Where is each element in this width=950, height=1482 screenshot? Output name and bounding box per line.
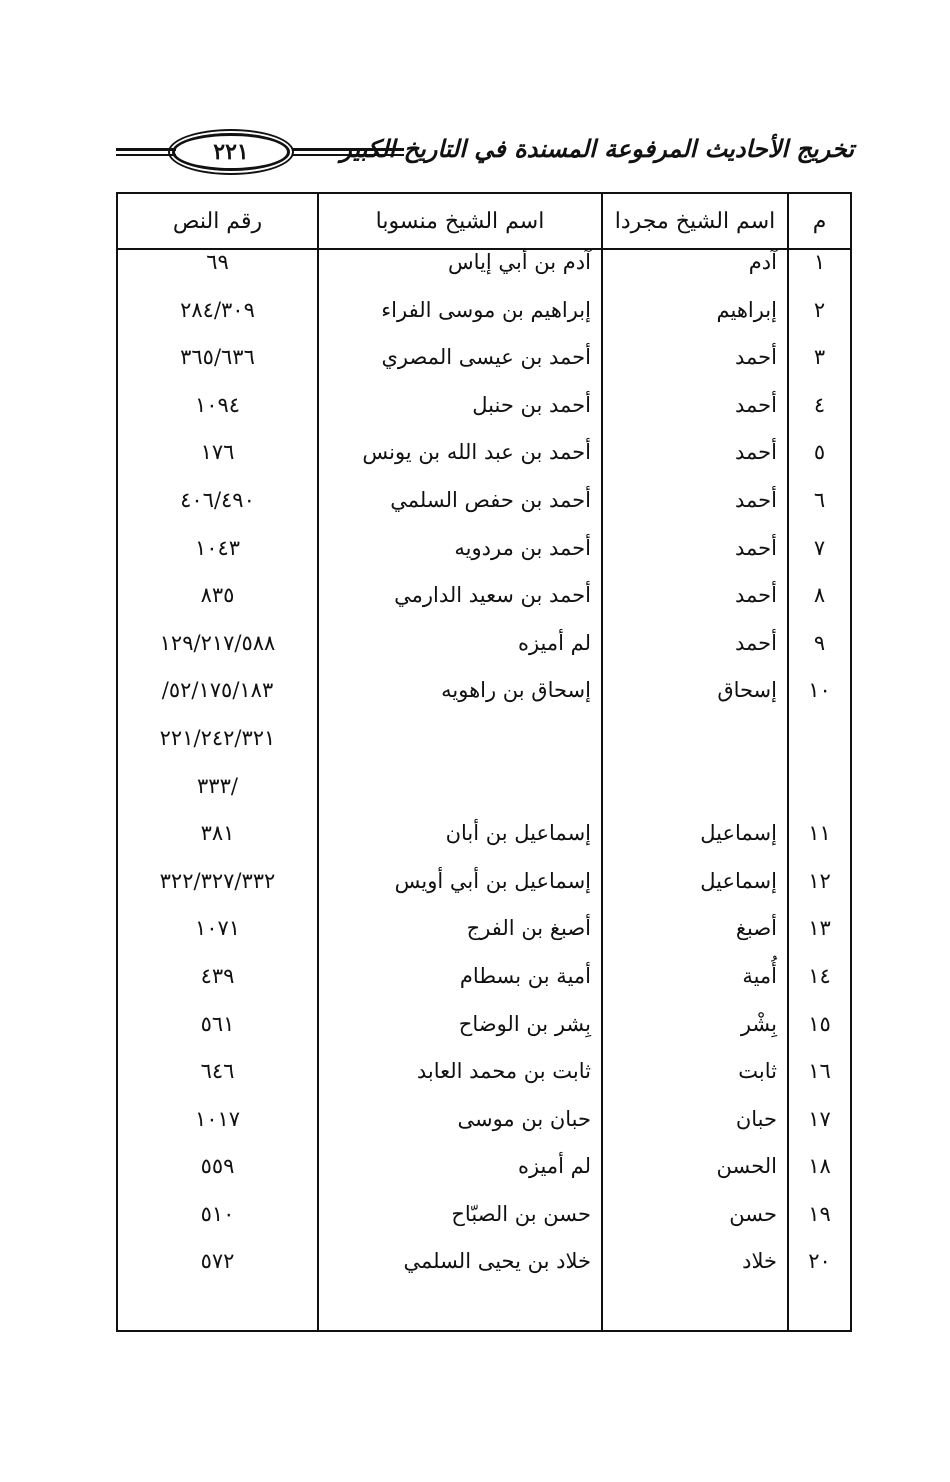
full-name: إبراهيم بن موسى الفراء [318, 298, 602, 346]
full-name: أمية بن بسطام [318, 964, 602, 1012]
bare-name: أحمد [602, 536, 788, 584]
table-row [118, 488, 850, 536]
text-numbers: ٥١٠ [200, 1201, 235, 1226]
table-row [118, 1154, 850, 1202]
page-number-badge [172, 133, 290, 171]
full-name: إسحاق بن راهويه [318, 678, 602, 726]
text-numbers: ٤٠٦/٤٩٠ [180, 487, 255, 512]
text-numbers: ١٠٤٣ [194, 535, 241, 560]
table-row [118, 678, 850, 726]
bare-name: إسحاق [602, 678, 788, 726]
table-row [118, 631, 850, 679]
table-row [118, 1012, 850, 1060]
text-numbers: ٦٤٦ [200, 1059, 235, 1084]
full-name: أحمد بن عيسى المصري [318, 345, 602, 393]
bare-name: أحمد [602, 488, 788, 536]
bare-name: إبراهيم [602, 298, 788, 346]
text-numbers: ١٧٦ [200, 440, 235, 465]
col-header-bare-name: اسم الشيخ مجردا [602, 194, 788, 249]
bare-name: أحمد [602, 393, 788, 441]
row-number: ٢ [788, 298, 850, 346]
row-number: ٦ [788, 488, 850, 536]
bare-name: أحمد [602, 345, 788, 393]
header-rule-right [288, 148, 404, 156]
text-numbers: ١٢٩/٢١٧/٥٨٨ [159, 630, 276, 655]
bare-name: أحمد [602, 440, 788, 488]
text-numbers: ٣٨١ [200, 821, 235, 846]
table-header-row [118, 194, 850, 249]
full-name: إسماعيل بن أبي أويس [318, 869, 602, 917]
row-number: ٧ [788, 536, 850, 584]
full-name: آدم بن أبي إياس [318, 249, 602, 298]
text-numbers: ٥٦١ [200, 1011, 235, 1036]
header-rule-left [116, 148, 176, 156]
col-header-full-name: اسم الشيخ منسوبا [318, 194, 602, 249]
text-numbers: ٢٨٤/٣٠٩ [180, 297, 255, 322]
text-numbers: ١٠١٧ [194, 1106, 241, 1131]
bare-name: أصبغ [602, 916, 788, 964]
text-numbers: ٦٩ [206, 250, 229, 274]
row-number: ١٢ [788, 869, 850, 917]
text-numbers: ٨٣٥ [200, 583, 235, 608]
row-number: ١٣ [788, 916, 850, 964]
table-row [118, 583, 850, 631]
row-number [788, 726, 850, 774]
full-name: خلاد بن يحيى السلمي [318, 1249, 602, 1297]
full-name: إسماعيل بن أبان [318, 821, 602, 869]
text-numbers: ١٠٧١ [194, 916, 241, 941]
full-name [318, 774, 602, 822]
full-name: حبان بن موسى [318, 1107, 602, 1155]
sheikh-index-table [116, 192, 852, 1332]
text-numbers: ٣٦٥/٦٣٦ [180, 345, 255, 370]
row-number: ٩ [788, 631, 850, 679]
row-number: ١٩ [788, 1202, 850, 1250]
page-number: ٢٢١ [213, 139, 249, 165]
table-row [118, 869, 850, 917]
full-name: لم أميزه [318, 1154, 602, 1202]
text-numbers: ٥٧٢ [200, 1249, 235, 1274]
full-name: أحمد بن حنبل [318, 393, 602, 441]
bare-name: حبان [602, 1107, 788, 1155]
table-row [118, 774, 850, 822]
text-numbers: ١٠٩٤ [194, 392, 241, 417]
text-numbers: ٢٢١/٢٤٢/٣٢١ [159, 725, 276, 750]
bare-name [602, 774, 788, 822]
table-row [118, 298, 850, 346]
full-name: لم أميزه [318, 631, 602, 679]
bare-name: ثابت [602, 1059, 788, 1107]
full-name: أحمد بن مردويه [318, 536, 602, 584]
table-spacer-row [118, 1297, 850, 1330]
bare-name: الحسن [602, 1154, 788, 1202]
bare-name [602, 726, 788, 774]
bare-name: أحمد [602, 583, 788, 631]
bare-name: إسماعيل [602, 869, 788, 917]
table-row [118, 440, 850, 488]
table-row [118, 1202, 850, 1250]
full-name: أحمد بن عبد الله بن يونس [318, 440, 602, 488]
table-row [118, 726, 850, 774]
table-row [118, 964, 850, 1012]
text-numbers: ٤٣٩ [200, 963, 235, 988]
row-number: ١٦ [788, 1059, 850, 1107]
bare-name: خلاد [602, 1249, 788, 1297]
table-row [118, 1249, 850, 1297]
table-row [118, 821, 850, 869]
bare-name: بِشْر [602, 1012, 788, 1060]
running-header [112, 128, 854, 184]
bare-name: أحمد [602, 631, 788, 679]
row-number: ٤ [788, 393, 850, 441]
full-name: أحمد بن حفص السلمي [318, 488, 602, 536]
full-name: أحمد بن سعيد الدارمي [318, 583, 602, 631]
table-row [118, 536, 850, 584]
bare-name: إسماعيل [602, 821, 788, 869]
text-numbers: ٥٢/١٧٥/١٨٣/ [161, 678, 274, 703]
running-title: تخريج الأحاديث المرفوعة المسندة في التاريخ الكبير [340, 134, 854, 163]
row-number: ١٨ [788, 1154, 850, 1202]
row-number: ١٠ [788, 678, 850, 726]
row-number: ٢٠ [788, 1249, 850, 1297]
col-header-text-number: رقم النص [118, 194, 318, 249]
text-numbers: ٥٥٩ [200, 1154, 235, 1179]
index-table [118, 194, 850, 1330]
row-number: ١٤ [788, 964, 850, 1012]
row-number: ١٥ [788, 1012, 850, 1060]
full-name: ثابت بن محمد العابد [318, 1059, 602, 1107]
row-number: ٥ [788, 440, 850, 488]
full-name: أصبغ بن الفرج [318, 916, 602, 964]
row-number: ١ [788, 249, 850, 298]
row-number: ١٧ [788, 1107, 850, 1155]
full-name: بِشر بن الوضاح [318, 1012, 602, 1060]
full-name [318, 726, 602, 774]
table-row [118, 393, 850, 441]
text-numbers: ٣٢٢/٣٢٧/٣٣٢ [159, 868, 276, 893]
col-header-number: م [788, 194, 850, 249]
table-row [118, 249, 850, 298]
table-row [118, 1107, 850, 1155]
bare-name: أُمية [602, 964, 788, 1012]
text-numbers: /٣٣٣ [197, 773, 238, 798]
row-number [788, 774, 850, 822]
table-row [118, 916, 850, 964]
table-row [118, 345, 850, 393]
row-number: ٨ [788, 583, 850, 631]
row-number: ٣ [788, 345, 850, 393]
bare-name: حسن [602, 1202, 788, 1250]
full-name: حسن بن الصبّاح [318, 1202, 602, 1250]
row-number: ١١ [788, 821, 850, 869]
bare-name: آدم [602, 249, 788, 298]
table-row [118, 1059, 850, 1107]
